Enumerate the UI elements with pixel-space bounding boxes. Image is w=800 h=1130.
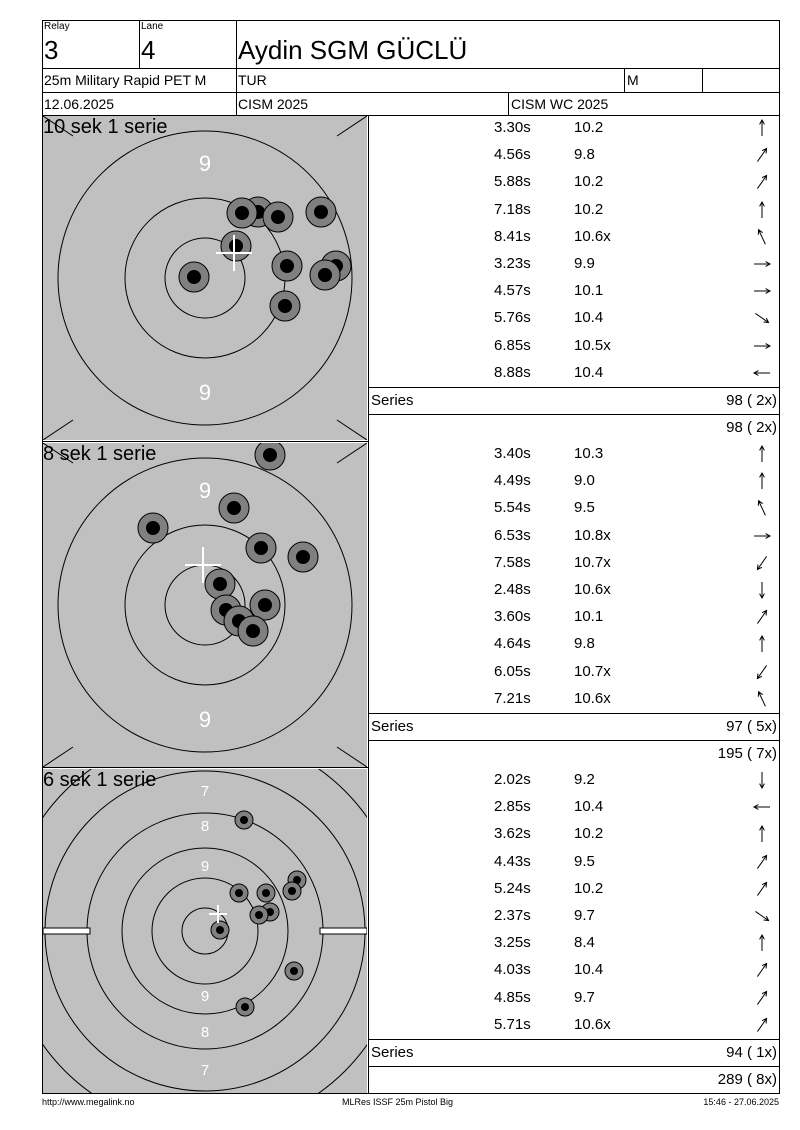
shot-direction-icon bbox=[751, 199, 773, 221]
shot-direction-icon bbox=[751, 987, 773, 1009]
shot-score: 10.2 bbox=[574, 879, 604, 897]
shot-time: 5.88s bbox=[494, 173, 531, 191]
shot-time: 3.62s bbox=[494, 825, 531, 843]
shot-hole-center bbox=[296, 550, 310, 564]
shot-score: 10.7x bbox=[574, 662, 611, 680]
shot-hole-center bbox=[246, 624, 260, 638]
target-face-1 bbox=[43, 116, 367, 440]
shot-row bbox=[369, 985, 779, 1012]
shot-score: 10.4 bbox=[574, 363, 604, 381]
shot-time: 7.21s bbox=[494, 689, 531, 707]
shot-score: 10.6x bbox=[574, 227, 611, 245]
shot-row bbox=[369, 957, 779, 984]
target-series-1 bbox=[43, 116, 367, 440]
target-series-2 bbox=[43, 443, 367, 767]
shot-row bbox=[369, 577, 779, 604]
shot-row bbox=[369, 278, 779, 305]
series-total-row bbox=[369, 713, 779, 740]
shot-direction-icon bbox=[751, 1014, 773, 1036]
shot-time: 6.85s bbox=[494, 336, 531, 354]
relay-cell bbox=[42, 20, 140, 68]
shot-row bbox=[369, 659, 779, 686]
shot-score: 10.2 bbox=[574, 200, 604, 218]
relay-label: Relay bbox=[44, 21, 70, 32]
shot-hole-center bbox=[263, 448, 277, 462]
target-side-marker-right bbox=[320, 928, 367, 934]
shot-score: 10.2 bbox=[574, 825, 604, 843]
shot-time: 2.48s bbox=[494, 581, 531, 598]
shot-score: 9.2 bbox=[574, 771, 595, 788]
shot-time: 6.53s bbox=[494, 526, 531, 544]
cumulative-total: 289 ( 8x) bbox=[717, 1071, 777, 1088]
shot-score: 10.4 bbox=[574, 961, 604, 979]
cumulative-total-row bbox=[369, 740, 779, 767]
shot-time: 6.05s bbox=[494, 662, 531, 680]
shot-direction-icon bbox=[751, 959, 773, 981]
series-label: Series bbox=[371, 392, 414, 409]
shot-direction-icon bbox=[751, 362, 773, 384]
shot-row bbox=[369, 821, 779, 848]
shot-direction-icon bbox=[751, 144, 773, 166]
footer-software: MLRes ISSF 25m Pistol Big bbox=[342, 1097, 454, 1107]
series-total: 97 ( 5x) bbox=[726, 718, 777, 735]
shot-hole-center bbox=[290, 967, 298, 975]
shot-hole-center bbox=[258, 598, 272, 612]
shot-score: 9.7 bbox=[574, 907, 595, 924]
competition: CISM 2025 bbox=[238, 96, 309, 112]
gender-empty-divider bbox=[702, 68, 703, 92]
shot-time: 3.60s bbox=[494, 608, 531, 626]
series-total: 94 ( 1x) bbox=[726, 1044, 777, 1061]
shot-score: 10.1 bbox=[574, 608, 604, 626]
shot-hole-center bbox=[278, 299, 292, 313]
lane-label: Lane bbox=[141, 21, 164, 32]
lane-value: 4 bbox=[141, 35, 156, 65]
shot-row bbox=[369, 305, 779, 332]
shot-direction-icon bbox=[751, 606, 773, 628]
shot-direction-icon bbox=[751, 525, 773, 547]
shot-hole-center bbox=[288, 887, 296, 895]
target-face-2 bbox=[43, 443, 367, 767]
shot-direction-icon bbox=[751, 253, 773, 275]
ring-label-bottom: 9 bbox=[198, 707, 212, 732]
relay-value: 3 bbox=[44, 35, 59, 65]
shot-row bbox=[369, 115, 779, 142]
shot-hole-center bbox=[187, 270, 201, 284]
shot-time: 4.64s bbox=[494, 635, 531, 653]
shot-time: 2.02s bbox=[494, 771, 531, 788]
ring-label-bottom: 9 bbox=[198, 380, 212, 405]
shot-hole-center bbox=[280, 259, 294, 273]
shot-time: 4.85s bbox=[494, 988, 531, 1006]
shot-row bbox=[369, 876, 779, 903]
series-divider-1 bbox=[42, 441, 368, 442]
shot-score: 10.4 bbox=[574, 309, 604, 327]
series-total-row bbox=[369, 1039, 779, 1066]
ring-label-top: 9 bbox=[198, 151, 212, 176]
shot-time: 3.23s bbox=[494, 255, 531, 272]
shot-direction-icon bbox=[751, 307, 773, 329]
shot-score: 9.8 bbox=[574, 635, 595, 653]
shot-direction-icon bbox=[751, 796, 773, 818]
shot-row bbox=[369, 903, 779, 930]
shot-direction-icon bbox=[751, 823, 773, 845]
shot-hole-center bbox=[262, 889, 270, 897]
series-total: 98 ( 2x) bbox=[726, 392, 777, 409]
shot-direction-icon bbox=[751, 851, 773, 873]
shot-hole-center bbox=[146, 521, 160, 535]
shot-score: 9.9 bbox=[574, 255, 595, 272]
shot-hole-center bbox=[271, 210, 285, 224]
target-face-3 bbox=[43, 769, 367, 1093]
shot-row bbox=[369, 468, 779, 495]
shot-time: 3.25s bbox=[494, 934, 531, 952]
series-label: Series bbox=[371, 1044, 414, 1061]
athlete-name: Aydin SGM GÜCLÜ bbox=[238, 35, 468, 65]
shot-direction-icon bbox=[751, 171, 773, 193]
series-label: Series bbox=[371, 718, 414, 735]
shot-time: 3.30s bbox=[494, 119, 531, 136]
shot-time: 7.18s bbox=[494, 200, 531, 218]
shot-score: 10.6x bbox=[574, 689, 611, 707]
competition-divider bbox=[508, 92, 509, 116]
shot-row bbox=[369, 794, 779, 821]
shot-row bbox=[369, 224, 779, 251]
shot-row bbox=[369, 849, 779, 876]
shot-time: 4.49s bbox=[494, 472, 531, 490]
shot-direction-icon bbox=[751, 579, 773, 601]
shot-score: 10.2 bbox=[574, 173, 604, 191]
shot-row bbox=[369, 550, 779, 577]
ring-label: 7 bbox=[200, 783, 210, 800]
series-3-title: 6 sek 1 serie bbox=[43, 769, 157, 791]
shot-row bbox=[369, 333, 779, 360]
target-side-marker-left bbox=[43, 928, 90, 934]
shot-hole-center bbox=[227, 501, 241, 515]
target-series-3 bbox=[43, 769, 367, 1093]
shot-score: 8.4 bbox=[574, 934, 595, 952]
shot-direction-icon bbox=[751, 280, 773, 302]
shot-row bbox=[369, 767, 779, 794]
shot-time: 3.40s bbox=[494, 445, 531, 462]
gender-divider bbox=[624, 68, 625, 92]
series-1-title: 10 sek 1 serie bbox=[43, 116, 168, 138]
cumulative-total-row bbox=[369, 1066, 779, 1093]
country: TUR bbox=[238, 72, 267, 88]
shot-row bbox=[369, 686, 779, 713]
shot-time: 4.03s bbox=[494, 961, 531, 979]
shot-direction-icon bbox=[751, 769, 773, 791]
shot-row bbox=[369, 197, 779, 224]
shot-score: 10.6x bbox=[574, 1015, 611, 1033]
shot-direction-icon bbox=[751, 117, 773, 139]
ring-label: 8 bbox=[200, 1024, 210, 1041]
footer-website: http://www.megalink.no bbox=[42, 1097, 135, 1107]
shot-score: 10.7x bbox=[574, 553, 611, 571]
shot-hole-center bbox=[240, 816, 248, 824]
shot-hole-center bbox=[241, 1003, 249, 1011]
shot-direction-icon bbox=[751, 688, 773, 710]
date: 12.06.2025 bbox=[44, 96, 115, 112]
shot-hole-center bbox=[235, 206, 249, 220]
cumulative-total: 195 ( 7x) bbox=[717, 745, 777, 762]
shot-row bbox=[369, 604, 779, 631]
shot-hole-center bbox=[318, 268, 332, 282]
shot-row bbox=[369, 523, 779, 550]
shot-time: 2.37s bbox=[494, 907, 531, 924]
shot-direction-icon bbox=[751, 335, 773, 357]
shot-row bbox=[369, 930, 779, 957]
shot-time: 4.56s bbox=[494, 146, 531, 164]
shot-direction-icon bbox=[751, 443, 773, 465]
ring-label-top: 9 bbox=[198, 478, 212, 503]
shot-direction-icon bbox=[751, 470, 773, 492]
shot-hole-center bbox=[213, 577, 227, 591]
shot-row bbox=[369, 1012, 779, 1039]
shot-score: 10.8x bbox=[574, 526, 611, 544]
shot-score: 10.3 bbox=[574, 445, 604, 462]
cumulative-total: 98 ( 2x) bbox=[726, 419, 777, 436]
gender: M bbox=[627, 72, 639, 88]
ring-label: 8 bbox=[200, 818, 210, 835]
shot-hole-center bbox=[254, 541, 268, 555]
shot-time: 5.71s bbox=[494, 1015, 531, 1033]
shot-score: 10.1 bbox=[574, 282, 604, 300]
shot-time: 7.58s bbox=[494, 553, 531, 571]
shot-time: 8.88s bbox=[494, 363, 531, 381]
header-divider-1 bbox=[42, 68, 780, 69]
shot-row bbox=[369, 495, 779, 522]
shot-hole-center bbox=[229, 239, 243, 253]
shot-score: 9.8 bbox=[574, 146, 595, 164]
shot-direction-icon bbox=[751, 878, 773, 900]
shot-score: 9.5 bbox=[574, 499, 595, 517]
shot-direction-icon bbox=[751, 633, 773, 655]
shot-direction-icon bbox=[751, 497, 773, 519]
shot-direction-icon bbox=[751, 552, 773, 574]
series-divider-2 bbox=[42, 767, 368, 768]
shot-row bbox=[369, 360, 779, 387]
shot-hole-center bbox=[314, 205, 328, 219]
lane-cell bbox=[139, 20, 237, 68]
shot-score: 10.6x bbox=[574, 581, 611, 598]
shot-time: 2.85s bbox=[494, 798, 531, 816]
shot-row bbox=[369, 251, 779, 278]
shot-time: 4.57s bbox=[494, 282, 531, 300]
shot-direction-icon bbox=[751, 661, 773, 683]
shot-score: 10.4 bbox=[574, 798, 604, 816]
ring-label: 9 bbox=[200, 988, 210, 1005]
shot-time: 5.76s bbox=[494, 309, 531, 327]
shot-time: 8.41s bbox=[494, 227, 531, 245]
shot-hole-center bbox=[235, 889, 243, 897]
shot-time: 4.43s bbox=[494, 852, 531, 870]
footer-timestamp: 15:46 - 27.06.2025 bbox=[703, 1097, 779, 1107]
shot-direction-icon bbox=[751, 905, 773, 927]
shot-row bbox=[369, 169, 779, 196]
shot-hole-center bbox=[255, 911, 263, 919]
series-total-row bbox=[369, 387, 779, 414]
shot-score: 10.2 bbox=[574, 119, 604, 136]
ring-label: 7 bbox=[200, 1062, 210, 1079]
shot-direction-icon bbox=[751, 932, 773, 954]
shot-hole-center bbox=[216, 926, 224, 934]
shot-score: 10.5x bbox=[574, 336, 611, 354]
event-name: 25m Military Rapid PET M bbox=[44, 72, 207, 88]
cumulative-total-row bbox=[369, 414, 779, 441]
shot-row bbox=[369, 142, 779, 169]
shot-score: 9.5 bbox=[574, 852, 595, 870]
shot-score: 9.7 bbox=[574, 988, 595, 1006]
shot-direction-icon bbox=[751, 226, 773, 248]
shot-row bbox=[369, 631, 779, 658]
championship: CISM WC 2025 bbox=[511, 96, 609, 112]
shot-time: 5.24s bbox=[494, 879, 531, 897]
header-divider-2 bbox=[42, 92, 780, 93]
shot-time: 5.54s bbox=[494, 499, 531, 517]
ring-label: 9 bbox=[200, 858, 210, 875]
shot-score: 9.0 bbox=[574, 472, 595, 490]
series-2-title: 8 sek 1 serie bbox=[43, 443, 157, 465]
shot-row bbox=[369, 441, 779, 468]
